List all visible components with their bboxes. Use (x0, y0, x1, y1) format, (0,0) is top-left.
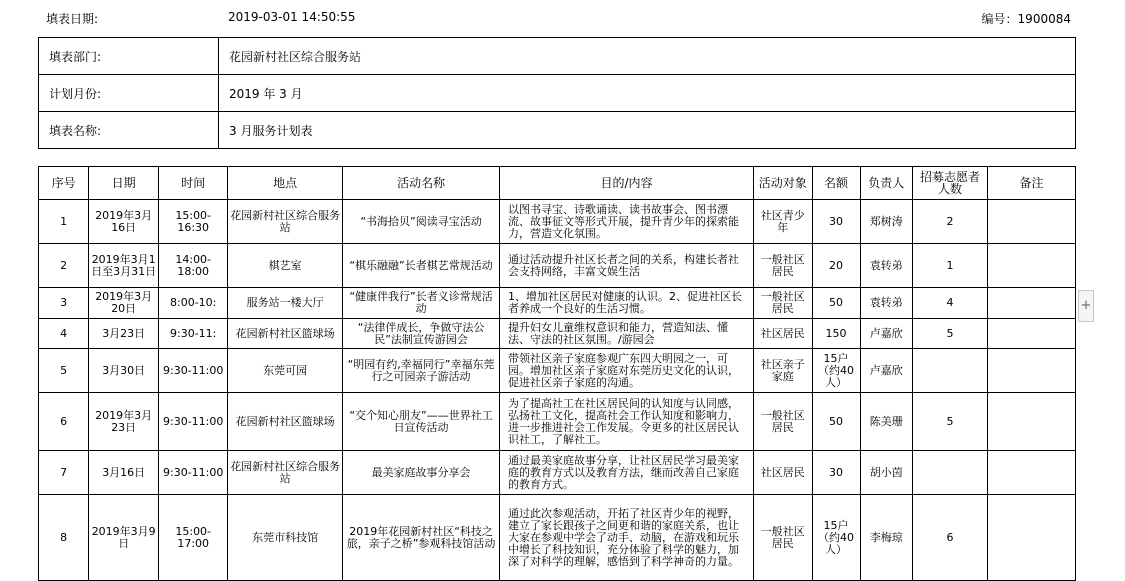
cell-leader: 袁转弟 (860, 244, 912, 288)
cell-no: 2 (39, 244, 89, 288)
table-row (39, 495, 1076, 581)
table-header-row (39, 167, 1076, 200)
header-volunteers: 招募志愿者人数 (912, 167, 987, 200)
cell-remark (988, 451, 1076, 495)
cell-date: 2019年3月1日至3月31日 (89, 244, 159, 288)
cell-remark (988, 495, 1076, 581)
cell-content: 通过活动提升社区长者之间的关系，构建长者社会支持网络，丰富文娱生活 (499, 244, 753, 288)
cell-quota: 30 (812, 451, 860, 495)
cell-date: 3月30日 (89, 349, 159, 393)
cell-place: 花园新村社区综合服务站 (228, 451, 343, 495)
cell-remark (988, 393, 1076, 451)
cell-time: 14:00-18:00 (159, 244, 228, 288)
cell-place: 花园新村社区篮球场 (228, 393, 343, 451)
cell-remark (988, 288, 1076, 319)
header-quota: 名额 (812, 167, 860, 200)
table-row (39, 288, 1076, 319)
cell-volunteers: 4 (912, 288, 987, 319)
cell-time: 9:30-11: (159, 319, 228, 349)
cell-activity: “棋乐融融”长者棋艺常规活动 (343, 244, 500, 288)
cell-activity: 最美家庭故事分享会 (343, 451, 500, 495)
cell-volunteers: 2 (912, 200, 987, 244)
cell-target: 一般社区居民 (753, 393, 812, 451)
table-row (39, 451, 1076, 495)
cell-time: 9:30-11:00 (159, 393, 228, 451)
add-button[interactable]: + (1078, 290, 1094, 322)
cell-activity: 2019年花园新村社区“科技之旅，亲子之桥”参观科技馆活动 (343, 495, 500, 581)
cell-activity: “法律伴成长，争做守法公民”法制宣传游园会 (343, 319, 500, 349)
cell-target: 社区亲子家庭 (753, 349, 812, 393)
cell-target: 社区居民 (753, 319, 812, 349)
table-row (39, 349, 1076, 393)
header-activity: 活动名称 (343, 167, 500, 200)
cell-no: 8 (39, 495, 89, 581)
cell-activity: “健康伴我行”长者义诊常规活动 (343, 288, 500, 319)
cell-time: 15:00-16:30 (159, 200, 228, 244)
date-label: 填表日期: (46, 12, 99, 26)
cell-no: 6 (39, 393, 89, 451)
header-remark: 备注 (988, 167, 1076, 200)
cell-remark (988, 200, 1076, 244)
cell-no: 3 (39, 288, 89, 319)
cell-place: 棋艺室 (228, 244, 343, 288)
cell-place: 服务站一楼大厅 (228, 288, 343, 319)
cell-quota: 15户（约40人） (812, 349, 860, 393)
header-place: 地点 (228, 167, 343, 200)
table-row (39, 393, 1076, 451)
cell-target: 社区青少年 (753, 200, 812, 244)
cell-volunteers (912, 451, 987, 495)
cell-place: 东莞市科技馆 (228, 495, 343, 581)
dept-label: 填表部门: (39, 38, 219, 75)
cell-volunteers (912, 349, 987, 393)
info-table (38, 37, 1076, 149)
cell-volunteers: 5 (912, 319, 987, 349)
cell-leader: 胡小茵 (860, 451, 912, 495)
header-date: 日期 (89, 167, 159, 200)
info-row-month (39, 75, 1076, 112)
cell-quota: 30 (812, 200, 860, 244)
cell-date: 2019年3月23日 (89, 393, 159, 451)
name-label: 填表名称: (39, 112, 219, 149)
cell-leader: 袁转弟 (860, 288, 912, 319)
cell-quota: 150 (812, 319, 860, 349)
cell-target: 一般社区居民 (753, 244, 812, 288)
serial-number: 编号：1900084 (981, 12, 1071, 26)
cell-target: 一般社区居民 (753, 288, 812, 319)
info-row-name (39, 112, 1076, 149)
cell-quota: 15户（约40人） (812, 495, 860, 581)
cell-no: 5 (39, 349, 89, 393)
cell-no: 4 (39, 319, 89, 349)
cell-volunteers: 6 (912, 495, 987, 581)
cell-content: 为了提高社工在社区居民间的认知度与认同感，弘扬社工文化，提高社会工作认知度和影响力，进一步推进社会工作发展。令更多的社区居民认识社工，了解社工。 (499, 393, 753, 451)
cell-place: 花园新村社区综合服务站 (228, 200, 343, 244)
cell-quota: 50 (812, 288, 860, 319)
name-value: 3 月服务计划表 (219, 112, 1076, 149)
cell-date: 3月16日 (89, 451, 159, 495)
cell-leader: 卢嘉欣 (860, 319, 912, 349)
dept-value: 花园新村社区综合服务站 (219, 38, 1076, 75)
cell-leader: 陈美珊 (860, 393, 912, 451)
cell-time: 9:30-11:00 (159, 349, 228, 393)
cell-time: 9:30-11:00 (159, 451, 228, 495)
cell-no: 7 (39, 451, 89, 495)
cell-date: 3月23日 (89, 319, 159, 349)
header-time: 时间 (159, 167, 228, 200)
cell-activity: “交个知心朋友”——世界社工日宣传活动 (343, 393, 500, 451)
header-content: 目的/内容 (499, 167, 753, 200)
cell-no: 1 (39, 200, 89, 244)
cell-remark (988, 244, 1076, 288)
cell-leader: 李梅琼 (860, 495, 912, 581)
table-row (39, 244, 1076, 288)
cell-content: 通过最美家庭故事分享，让社区居民学习最美家庭的教育方式以及教育方法，继而改善自己家庭的教育方式。 (499, 451, 753, 495)
month-value: 2019 年 3 月 (219, 75, 1076, 112)
cell-content: 通过此次参观活动，开拓了社区青少年的视野，建立了家长跟孩子之间更和谐的家庭关系，也让大家在参观中学会了动手、动脑，在游戏和玩乐中增长了科技知识，充分体验了科学的魅力，加深了对科学的理解，感悟到了科学神奇的力量。 (499, 495, 753, 581)
cell-leader: 郑树涛 (860, 200, 912, 244)
cell-content: 提升妇女儿童维权意识和能力，营造知法、懂法、守法的社区氛围。/游园会 (499, 319, 753, 349)
cell-time: 15:00-17:00 (159, 495, 228, 581)
cell-place: 花园新村社区篮球场 (228, 319, 343, 349)
cell-volunteers: 1 (912, 244, 987, 288)
cell-date: 2019年3月16日 (89, 200, 159, 244)
cell-content: 1、增加社区居民对健康的认识。2、促进社区长者养成一个良好的生活习惯。 (499, 288, 753, 319)
cell-activity: “书海拾贝”阅读寻宝活动 (343, 200, 500, 244)
cell-remark (988, 319, 1076, 349)
cell-time: 8:00-10: (159, 288, 228, 319)
header-leader: 负责人 (860, 167, 912, 200)
cell-remark (988, 349, 1076, 393)
cell-date: 2019年3月20日 (89, 288, 159, 319)
info-row-dept (39, 38, 1076, 75)
cell-target: 社区居民 (753, 451, 812, 495)
date-value: 2019-03-01 14:50:55 (228, 10, 356, 24)
header-no: 序号 (39, 167, 89, 200)
table-row (39, 319, 1076, 349)
header-target: 活动对象 (753, 167, 812, 200)
cell-content: 带领社区亲子家庭参观广东四大明园之一，可园。增加社区亲子家庭对东莞历史文化的认识，促进社区亲子家庭的沟通。 (499, 349, 753, 393)
table-row (39, 200, 1076, 244)
cell-place: 东莞可园 (228, 349, 343, 393)
cell-date: 2019年3月9日 (89, 495, 159, 581)
cell-quota: 20 (812, 244, 860, 288)
month-label: 计划月份: (39, 75, 219, 112)
cell-target: 一般社区居民 (753, 495, 812, 581)
cell-volunteers: 5 (912, 393, 987, 451)
cell-leader: 卢嘉欣 (860, 349, 912, 393)
cell-quota: 50 (812, 393, 860, 451)
service-plan-table (38, 166, 1076, 581)
cell-content: 以图书寻宝、诗歌诵读、读书故事会、图书漂流、故事征文等形式开展，提升青少年的探索能力，营造文化氛围。 (499, 200, 753, 244)
cell-activity: “明园有约,幸福同行”幸福东莞行之可园亲子游活动 (343, 349, 500, 393)
